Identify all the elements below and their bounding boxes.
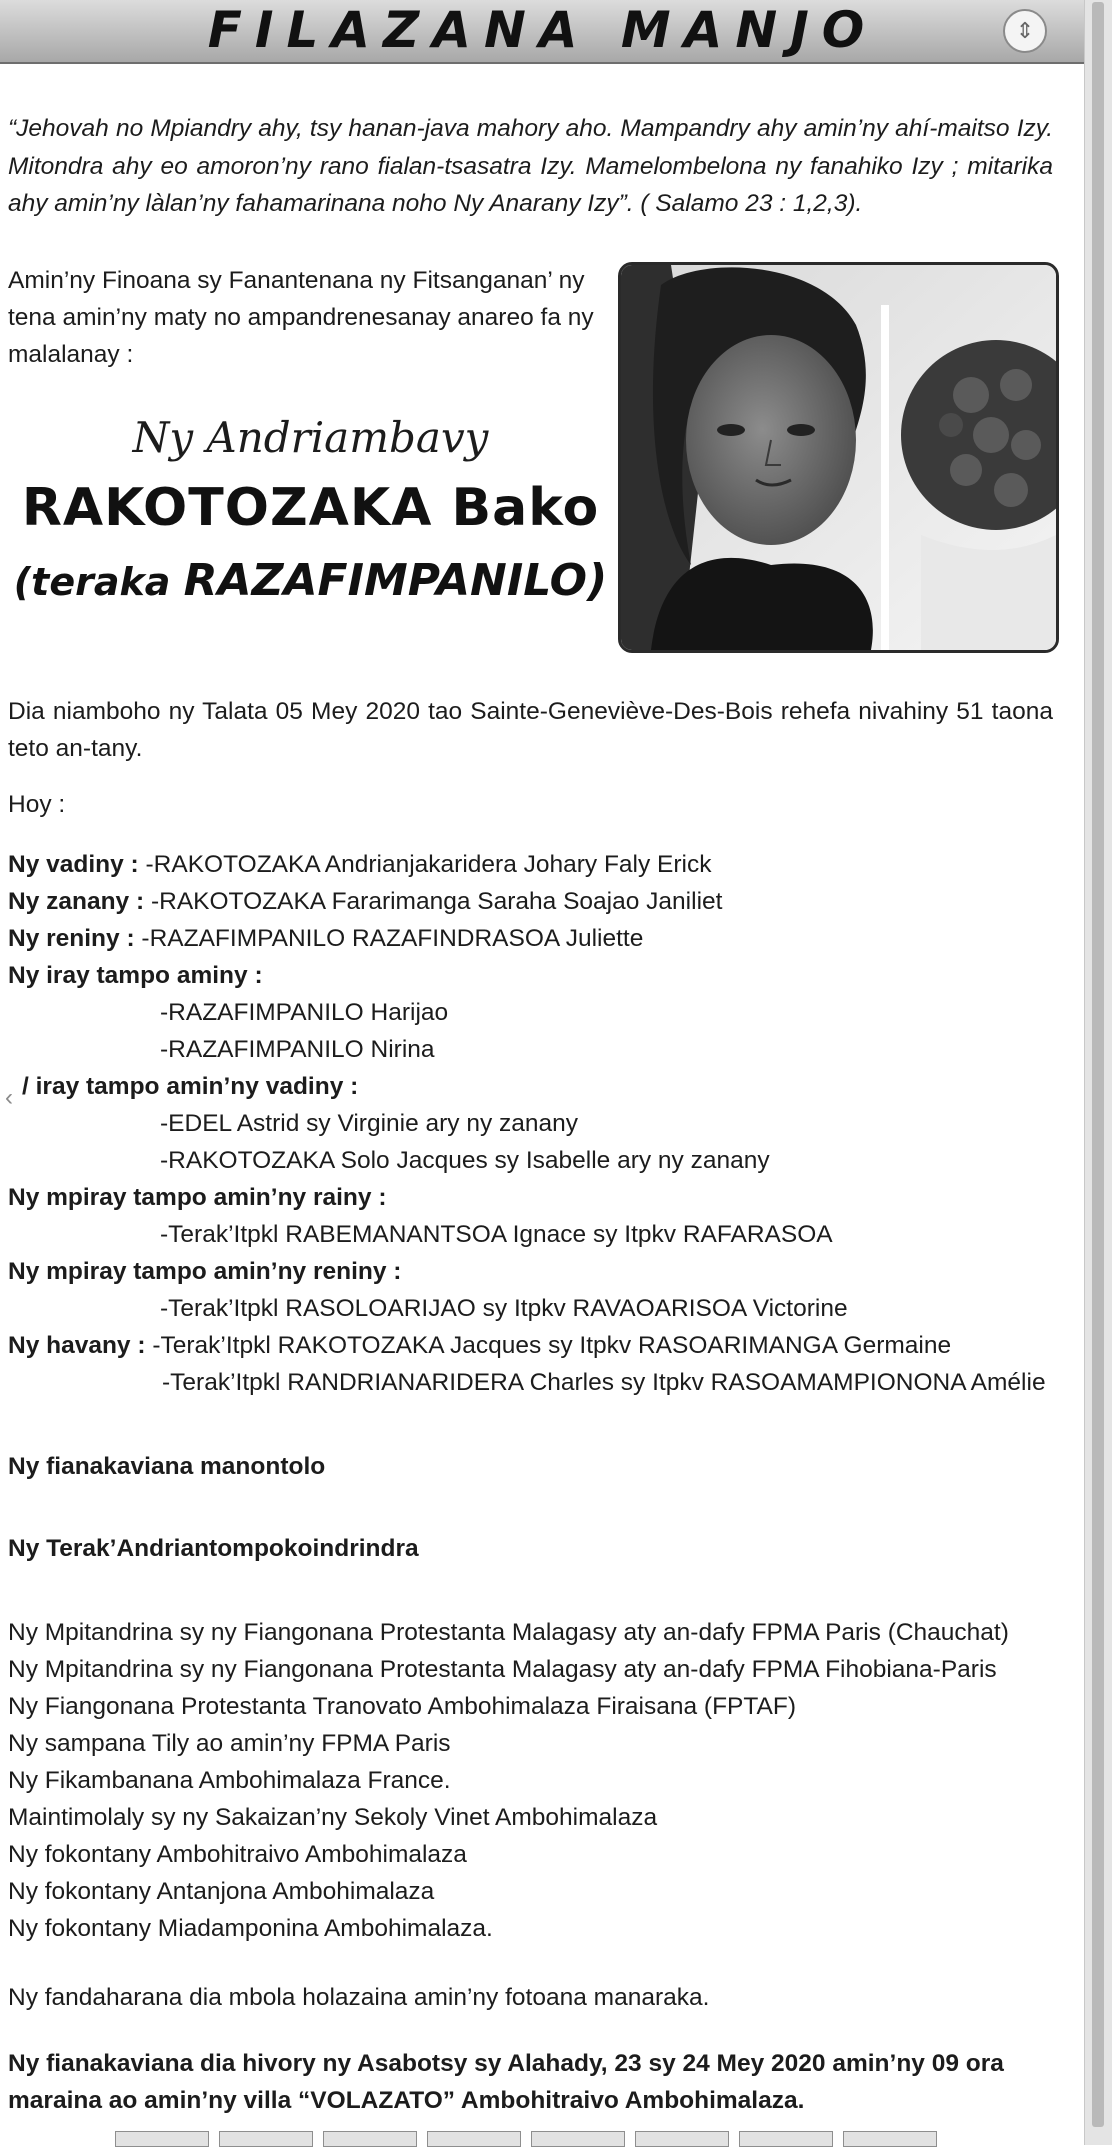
reniny-label: Ny reniny : xyxy=(8,925,135,952)
iray-tampo-vadiny-item: -EDEL Astrid sy Virginie ary ny zanany xyxy=(160,1110,579,1137)
title-bar xyxy=(0,0,1085,64)
vadiny-value: -RAKOTOZAKA Andrianjakaridera Johary Faly Erick xyxy=(138,851,712,878)
maiden-name xyxy=(8,552,613,611)
portrait-image xyxy=(621,265,1056,650)
family-mpiray-reniny xyxy=(8,1253,401,1290)
maiden-prefix: (teraka xyxy=(13,560,184,604)
family-vadiny xyxy=(8,846,712,883)
deceased-photo xyxy=(618,262,1059,653)
organization-line: Ny fokontany Miadamponina Ambohimalaza. xyxy=(8,1915,493,1942)
iray-tampo-label: Ny iray tampo aminy : xyxy=(8,962,263,989)
bible-verse: “Jehovah no Mpiandry ahy, tsy hanan-java mahory aho. Mampandry ahy amin’ny ahí-maitso Izy. Mitondra ahy eo amoron’ny rano fialan-tsasatra Izy. Mamelombelona ny fanahiko Izy ; mitarika ahy amin’ny làlan’ny fahamarinana noho Ny Anarany Izy”. ( Salamo 23 : 1,2,3). xyxy=(8,115,1053,217)
announcement: Ny fandaharana dia mbola holazaina amin’ny fotoana manaraka. xyxy=(8,1984,710,2011)
scrollbar-thumb[interactable] xyxy=(1092,2,1104,2127)
organization-line: Ny sampana Tily ao amin’ny FPMA Paris xyxy=(8,1730,451,1757)
family-reniny xyxy=(8,920,643,957)
organization-line: Ny fokontany Ambohitraivo Ambohimalaza xyxy=(8,1841,467,1868)
group-line: Ny Terak’Andriantompokoindrindra xyxy=(8,1535,419,1562)
death-notice: Dia niamboho ny Talata 05 Mey 2020 tao Sainte-Geneviève-Des-Bois rehefa nivahiny 51 taona teto an-tany. xyxy=(8,698,1053,762)
mpiray-reniny-label: Ny mpiray tampo amin’ny reniny : xyxy=(8,1258,402,1285)
organization-line: Maintimolaly sy ny Sakaizan’ny Sekoly Vinet Ambohimalaza xyxy=(8,1804,658,1831)
iray-tampo-item: -RAZAFIMPANILO Nirina xyxy=(160,1036,435,1063)
reniny-value: -RAZAFIMPANILO RAZAFINDRASOA Juliette xyxy=(134,925,644,952)
vadiny-label: Ny vadiny : xyxy=(8,851,139,878)
maiden-name-value: RAZAFIMPANILO) xyxy=(183,555,608,606)
vertical-scrollbar[interactable] xyxy=(1084,0,1112,2145)
chevron-left-icon[interactable]: ‹ xyxy=(5,1084,13,1111)
organization-line: Ny fokontany Antanjona Ambohimalaza xyxy=(8,1878,435,1905)
expand-arrows-icon[interactable]: ⇕ xyxy=(1003,9,1047,53)
zanany-label: Ny zanany : xyxy=(8,888,145,915)
family-iray-tampo xyxy=(8,957,263,994)
family-zanany xyxy=(8,883,722,920)
page-title: FILAZANA MANJO xyxy=(207,1,878,59)
mpiray-reniny-item: -Terak’Itpkl RASOLOARIJAO sy Itpkv RAVAOARISOA Victorine xyxy=(160,1295,848,1322)
iray-tampo-vadiny-item: -RAKOTOZAKA Solo Jacques sy Isabelle ary ny zanany xyxy=(160,1147,770,1174)
family-havany xyxy=(8,1327,951,1364)
havany-item: -Terak’Itpkl RANDRIANARIDERA Charles sy Itpkv RASOAMAMPIONONA Amélie xyxy=(162,1369,1046,1396)
havany-label: Ny havany : xyxy=(8,1332,146,1359)
iray-tampo-vadiny-label: / iray tampo amin’ny vadiny : xyxy=(22,1073,359,1100)
hoy-label: Hoy : xyxy=(8,791,66,818)
family-mpiray-rainy xyxy=(8,1179,387,1216)
organization-line: Ny Mpitandrina sy ny Fiangonana Protestanta Malagasy aty an-dafy FPMA Fihobiana-Paris xyxy=(8,1656,997,1683)
mpiray-rainy-label: Ny mpiray tampo amin’ny rainy : xyxy=(8,1184,387,1211)
mpiray-rainy-item: -Terak’Itpkl RABEMANANTSOA Ignace sy Itpkv RAFARASOA xyxy=(160,1221,833,1248)
gathering-notice: Ny fianakaviana dia hivory ny Asabotsy sy Alahady, 23 sy 24 Mey 2020 amin’ny 09 ora maraina ao amin’ny villa “VOLAZATO” Ambohitraivo Ambohimalaza. xyxy=(8,2050,1004,2114)
deceased-title: Ny Andriambavy xyxy=(132,413,489,462)
intro-text: Amin’ny Finoana sy Fanantenana ny Fitsanganan’ ny tena amin’ny maty no ampandrenesanay anareo fa ny malalanay : xyxy=(8,267,594,368)
organization-line: Ny Mpitandrina sy ny Fiangonana Protestanta Malagasy aty an-dafy FPMA Paris (Chauchat) xyxy=(8,1619,1009,1646)
deceased-name: RAKOTOZAKA Bako xyxy=(21,478,600,538)
group-line: Ny fianakaviana manontolo xyxy=(8,1453,326,1480)
organization-line: Ny Fikambanana Ambohimalaza France. xyxy=(8,1767,451,1794)
zanany-value: -RAKOTOZAKA Fararimanga Saraha Soajao Janiliet xyxy=(144,888,723,915)
havany-value: -Terak’Itpkl RAKOTOZAKA Jacques sy Itpkv RASOARIMANGA Germaine xyxy=(145,1332,952,1359)
organization-line: Ny Fiangonana Protestanta Tranovato Ambohimalaza Firaisana (FPTAF) xyxy=(8,1693,796,1720)
iray-tampo-item: -RAZAFIMPANILO Harijao xyxy=(160,999,449,1026)
family-iray-tampo-vadiny xyxy=(22,1068,358,1105)
